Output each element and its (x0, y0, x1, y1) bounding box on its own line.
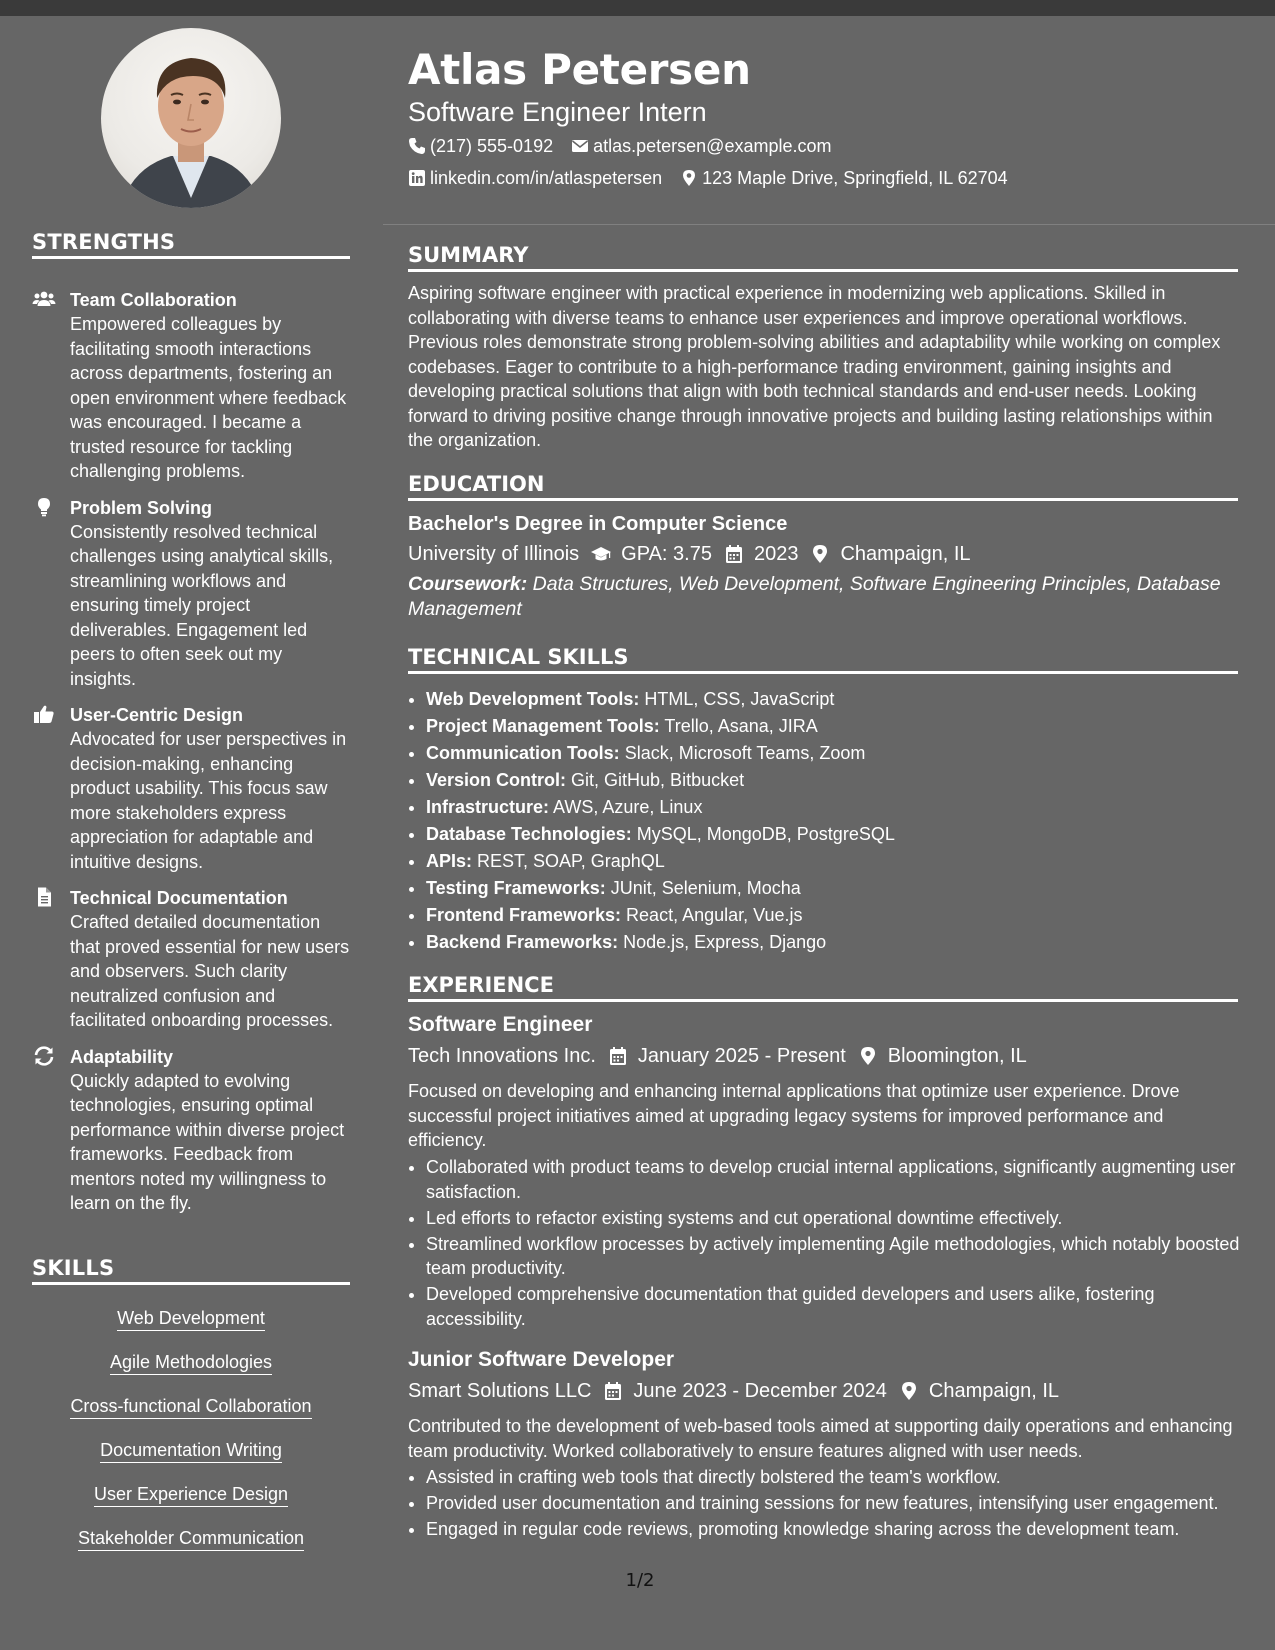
job-title: Junior Software Developer (408, 1348, 675, 1371)
skill-values: MySQL, MongoDB, PostgreSQL (636, 824, 895, 844)
coursework (408, 572, 1238, 621)
lightbulb-icon (32, 497, 56, 517)
job-location: Bloomington, IL (887, 1045, 1027, 1067)
candidate-name: Atlas Petersen (408, 45, 751, 94)
skill-values: Trello, Asana, JIRA (664, 716, 818, 736)
skill-values: Slack, Microsoft Teams, Zoom (624, 743, 866, 763)
skill-category: Backend Frameworks: (426, 932, 619, 952)
top-bar (0, 0, 1275, 16)
profile-photo (101, 28, 281, 208)
skill-category: Database Technologies: (426, 824, 632, 844)
linkedin-contact[interactable] (408, 166, 662, 190)
address-contact (680, 166, 1008, 190)
calendar-icon (724, 544, 744, 564)
school-name: University of Illinois (408, 543, 580, 565)
skill-category: Communication Tools: (426, 743, 620, 763)
skill-category: Frontend Frameworks: (426, 905, 622, 925)
candidate-role: Software Engineer Intern (408, 97, 707, 127)
contact-row-2 (408, 166, 1026, 190)
list-item (426, 875, 1256, 902)
strength-item (32, 703, 352, 874)
list-item (426, 902, 1256, 929)
list-item (426, 929, 1256, 956)
list-item: • Collaborated with product teams to develop crucial internal applications, significantly augmenting user satisfaction. (426, 1155, 1241, 1204)
linkedin-icon (408, 169, 426, 187)
technical-skills-heading: TECHNICAL SKILLS (408, 645, 1238, 674)
list-item: • Assisted in crafting web tools that directly bolstered the team's workflow. (426, 1465, 1241, 1490)
strength-title: Team Collaboration (70, 290, 237, 310)
education-location: Champaign, IL (840, 543, 971, 565)
job-bullets (408, 1465, 1241, 1543)
list-item (426, 794, 1256, 821)
skill-values: REST, SOAP, GraphQL (477, 851, 665, 871)
skill-values: AWS, Azure, Linux (553, 797, 703, 817)
job-description: Contributed to the development of web-based tools aimed at supporting daily operations and enhancing team productivity. Worked collaboratively to ensure features aligned with user needs. (408, 1416, 1233, 1461)
technical-skills-list (408, 686, 1256, 956)
list-item (426, 767, 1256, 794)
address: 123 Maple Drive, Springfield, IL 62704 (702, 168, 1008, 188)
list-item (426, 740, 1256, 767)
strength-item (32, 1045, 352, 1216)
strengths-list (32, 288, 352, 1228)
strength-description: Empowered colleagues by facilitating smooth interactions across departments, fostering an open environment where feedback was encouraged. I became a trusted resource for tackling challenging problems. (70, 314, 347, 481)
job-location: Champaign, IL (928, 1380, 1059, 1402)
skills-heading: SKILLS (32, 1256, 350, 1285)
graduation-cap-icon (591, 544, 611, 564)
list-item (426, 848, 1256, 875)
envelope-icon (571, 137, 589, 155)
strength-description: Crafted detailed documentation that proved essential for new users and observers. Such clarity neutralized confusion and facilitated onboarding processes. (70, 912, 350, 1030)
thumbs-up-icon (32, 704, 56, 724)
strength-description: Quickly adapted to evolving technologies, ensuring optimal performance within diverse project frameworks. Feedback from mentors noted my willingness to learn on the fly. (70, 1070, 345, 1213)
calendar-icon (608, 1046, 628, 1066)
strength-item (32, 288, 352, 484)
degree-title: Bachelor's Degree in Computer Science (408, 513, 788, 535)
summary-text: Aspiring software engineer with practical experience in modernizing web applications. Skilled in collaborating with diverse teams to enhance user experiences and improve operational workflows. Previous roles demonstrate strong problem-solving abilities and adaptability while working on complex codebases. Eager to contribute to a high-performance trading environment, gaining insights and developing practical solutions that align with both technical standards and end-user needs. Looking forward to driving positive change through innovative projects and building lasting relationships within the organization. (408, 283, 1221, 450)
strength-title: Technical Documentation (70, 888, 288, 908)
job-meta (408, 1043, 1027, 1069)
sync-icon (32, 1046, 56, 1066)
company-name: Tech Innovations Inc. (408, 1045, 596, 1067)
email-address[interactable]: atlas.petersen@example.com (593, 136, 832, 156)
list-item (426, 821, 1256, 848)
skill-tag: Agile Methodologies (110, 1350, 272, 1375)
strength-title: Problem Solving (70, 497, 213, 518)
skill-values: Git, GitHub, Bitbucket (571, 770, 745, 790)
coursework-list: Data Structures, Web Development, Software Engineering Principles, Database Management (408, 573, 1221, 620)
skill-values: JUnit, Selenium, Mocha (610, 878, 801, 898)
list-item (426, 713, 1256, 740)
linkedin-url[interactable]: linkedin.com/in/atlaspetersen (430, 168, 663, 188)
map-pin-icon (858, 1046, 878, 1066)
list-item: • Streamlined workflow processes by actively implementing Agile methodologies, which notably boosted team productivity. (426, 1232, 1241, 1281)
strength-description: Advocated for user perspectives in decision-making, enhancing product usability. This focus saw more stakeholders express appreciation for adaptable and intuitive designs. (70, 729, 347, 872)
skill-values: React, Angular, Vue.js (626, 905, 803, 925)
calendar-icon (603, 1381, 623, 1401)
job-meta (408, 1378, 1059, 1404)
experience-heading: EXPERIENCE (408, 973, 1238, 1002)
list-item (426, 686, 1256, 713)
phone-contact (408, 134, 553, 158)
phone-icon (408, 137, 426, 155)
skills-list (32, 1306, 350, 1570)
strength-item (32, 496, 352, 692)
document-icon (32, 887, 56, 907)
skill-values: HTML, CSS, JavaScript (644, 689, 835, 709)
skill-tag: User Experience Design (94, 1482, 288, 1507)
sidebar (0, 16, 383, 1650)
list-item: • Provided user documentation and training sessions for new features, intensifying user engagement. (426, 1491, 1241, 1516)
skill-category: Testing Frameworks: (426, 878, 606, 898)
header-divider (383, 224, 1275, 225)
job-title: Software Engineer (408, 1013, 593, 1036)
list-item: • Engaged in regular code reviews, promoting knowledge sharing across the development team. (426, 1517, 1241, 1542)
contact-row-1 (408, 134, 849, 158)
strength-title: Adaptability (70, 1046, 174, 1067)
job-dates: June 2023 - December 2024 (633, 1380, 887, 1402)
education-meta (408, 541, 971, 567)
skill-tag: Documentation Writing (100, 1438, 282, 1463)
strength-item (32, 886, 352, 1033)
phone-number: (217) 555-0192 (430, 136, 554, 156)
summary-heading: SUMMARY (408, 243, 1238, 272)
skill-category: Version Control: (426, 770, 567, 790)
gpa: GPA: 3.75 (621, 543, 712, 565)
list-item: • Developed comprehensive documentation that guided developers and users alike, fostering accessibility. (426, 1282, 1241, 1331)
skill-tag: Stakeholder Communication (78, 1526, 304, 1551)
skill-tag: Web Development (117, 1306, 265, 1331)
company-name: Smart Solutions LLC (408, 1380, 592, 1402)
education-heading: EDUCATION (408, 472, 1238, 501)
email-contact[interactable] (571, 134, 831, 158)
skill-category: Web Development Tools: (426, 689, 640, 709)
map-pin-icon (810, 544, 830, 564)
job-description: Focused on developing and enhancing internal applications that optimize user experience. Drove successful project initiatives aimed at upgrading legacy systems for improved performance and efficiency. (408, 1081, 1180, 1150)
list-item: • Led efforts to refactor existing systems and cut operational downtime effectively. (426, 1206, 1241, 1231)
skill-values: Node.js, Express, Django (623, 932, 827, 952)
skill-category: Infrastructure: (426, 797, 550, 817)
skill-tag: Cross-functional Collaboration (70, 1394, 311, 1419)
strengths-heading: STRENGTHS (32, 230, 350, 259)
map-pin-icon (899, 1381, 919, 1401)
job-bullets (408, 1155, 1241, 1333)
coursework-label: Coursework: (408, 573, 528, 595)
skill-category: APIs: (426, 851, 473, 871)
graduation-year: 2023 (753, 543, 799, 565)
job-dates: January 2025 - Present (637, 1045, 846, 1067)
map-pin-icon (680, 169, 698, 187)
page-indicator: 1/2 (625, 1570, 655, 1591)
strength-title: User-Centric Design (70, 705, 244, 725)
users-icon (32, 289, 56, 309)
strength-description: Consistently resolved technical challenges using analytical skills, streamlining workflows and ensuring timely project deliverables. Engagement led peers to often seek out my insights. (70, 521, 334, 689)
skill-category: Project Management Tools: (426, 716, 660, 736)
